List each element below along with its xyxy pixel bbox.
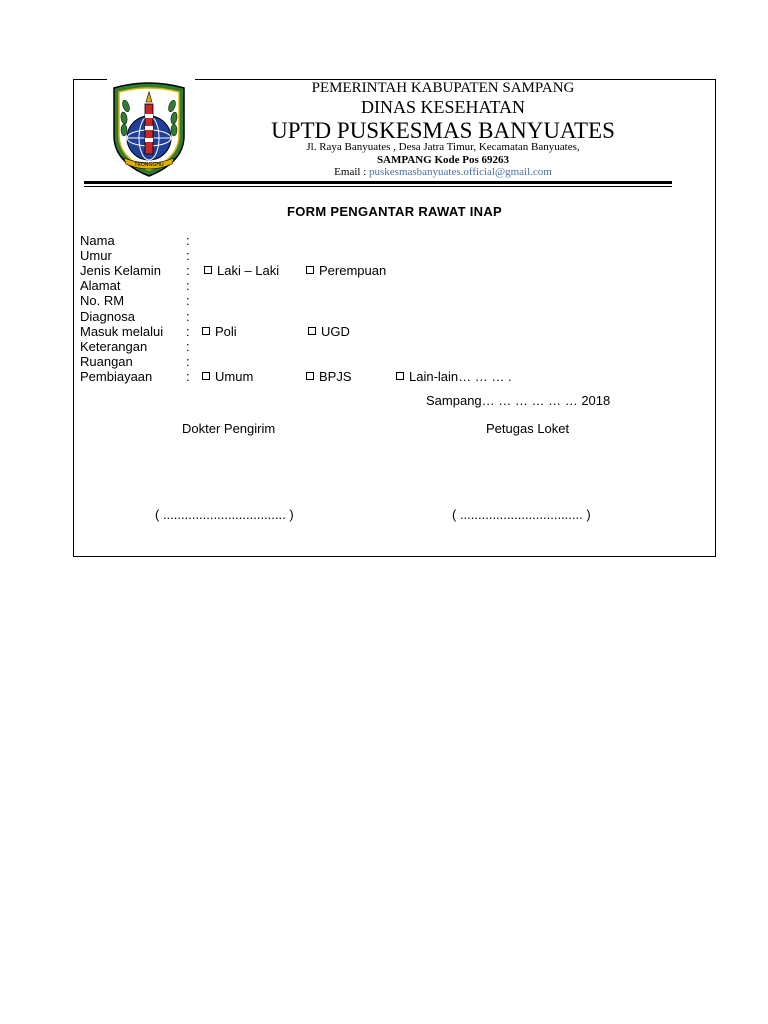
checkbox-icon[interactable] <box>396 372 404 380</box>
label-umur: Umur <box>80 248 112 263</box>
date-line: Sampang… … … … … … 2018 <box>426 393 611 408</box>
checkbox-icon[interactable] <box>204 266 212 274</box>
option-label: Perempuan <box>319 263 387 278</box>
form-title: FORM PENGANTAR RAWAT INAP <box>286 204 502 219</box>
signer-left-title: Dokter Pengirim <box>182 421 276 436</box>
option-umum[interactable] <box>202 369 253 384</box>
address-line: Jl. Raya Banyuates , Desa Jatra Timur, Kecamatan Banyuates, <box>306 141 580 153</box>
signature-line-left: ( .................................. ) <box>155 507 294 522</box>
regency-emblem-icon <box>106 80 192 180</box>
checkbox-icon[interactable] <box>306 372 314 380</box>
city-postcode: SAMPANG Kode Pos 69263 <box>376 154 510 166</box>
colon: : <box>186 309 190 324</box>
label-jenis-kelamin: Jenis Kelamin <box>80 263 161 278</box>
option-label: BPJS <box>319 369 352 384</box>
colon: : <box>186 293 190 308</box>
label-diagnosa: Diagnosa <box>80 309 135 324</box>
option-label: Lain-lain… … … . <box>409 369 512 384</box>
option-label: Laki – Laki <box>217 263 280 278</box>
label-nama: Nama <box>80 233 115 248</box>
government-name: PEMERINTAH KABUPATEN SAMPANG <box>311 80 575 96</box>
option-label: Poli <box>215 324 237 339</box>
email-line <box>195 166 691 178</box>
colon: : <box>186 369 190 384</box>
label-no-rm: No. RM <box>80 293 125 308</box>
clinic-name: UPTD PUSKESMAS BANYUATES <box>271 118 615 143</box>
label-keterangan: Keterangan <box>80 339 148 354</box>
email-link[interactable]: puskesmasbanyuates.official@gmail.com <box>369 166 552 178</box>
signature-line-right: ( .................................. ) <box>452 507 591 522</box>
email-label: Email : <box>334 166 369 178</box>
header-divider-thick <box>84 181 672 184</box>
colon: : <box>186 233 190 248</box>
colon: : <box>186 248 190 263</box>
option-label: Umum <box>215 369 254 384</box>
checkbox-icon[interactable] <box>202 372 210 380</box>
option-label: UGD <box>321 324 350 339</box>
option-perempuan[interactable] <box>306 263 386 278</box>
checkbox-icon[interactable] <box>308 327 316 335</box>
label-ruangan: Ruangan <box>80 354 133 369</box>
logo-motto: TRONGGHU <box>134 162 164 168</box>
option-laki-laki[interactable] <box>204 263 279 278</box>
signer-right-title: Petugas Loket <box>486 421 570 436</box>
colon: : <box>186 324 190 339</box>
option-bpjs[interactable] <box>306 369 352 384</box>
colon: : <box>186 263 190 278</box>
colon: : <box>186 354 190 369</box>
label-masuk-melalui: Masuk melalui <box>80 324 164 339</box>
header-divider-thin <box>84 186 672 187</box>
option-lain-lain[interactable] <box>396 369 512 384</box>
checkbox-icon[interactable] <box>306 266 314 274</box>
option-poli[interactable] <box>202 324 237 339</box>
colon: : <box>186 278 190 293</box>
checkbox-icon[interactable] <box>202 327 210 335</box>
label-alamat: Alamat <box>80 278 121 293</box>
option-ugd[interactable] <box>308 324 350 339</box>
label-pembiayaan: Pembiayaan <box>80 369 153 384</box>
agency-name: DINAS KESEHATAN <box>360 97 526 117</box>
colon: : <box>186 339 190 354</box>
